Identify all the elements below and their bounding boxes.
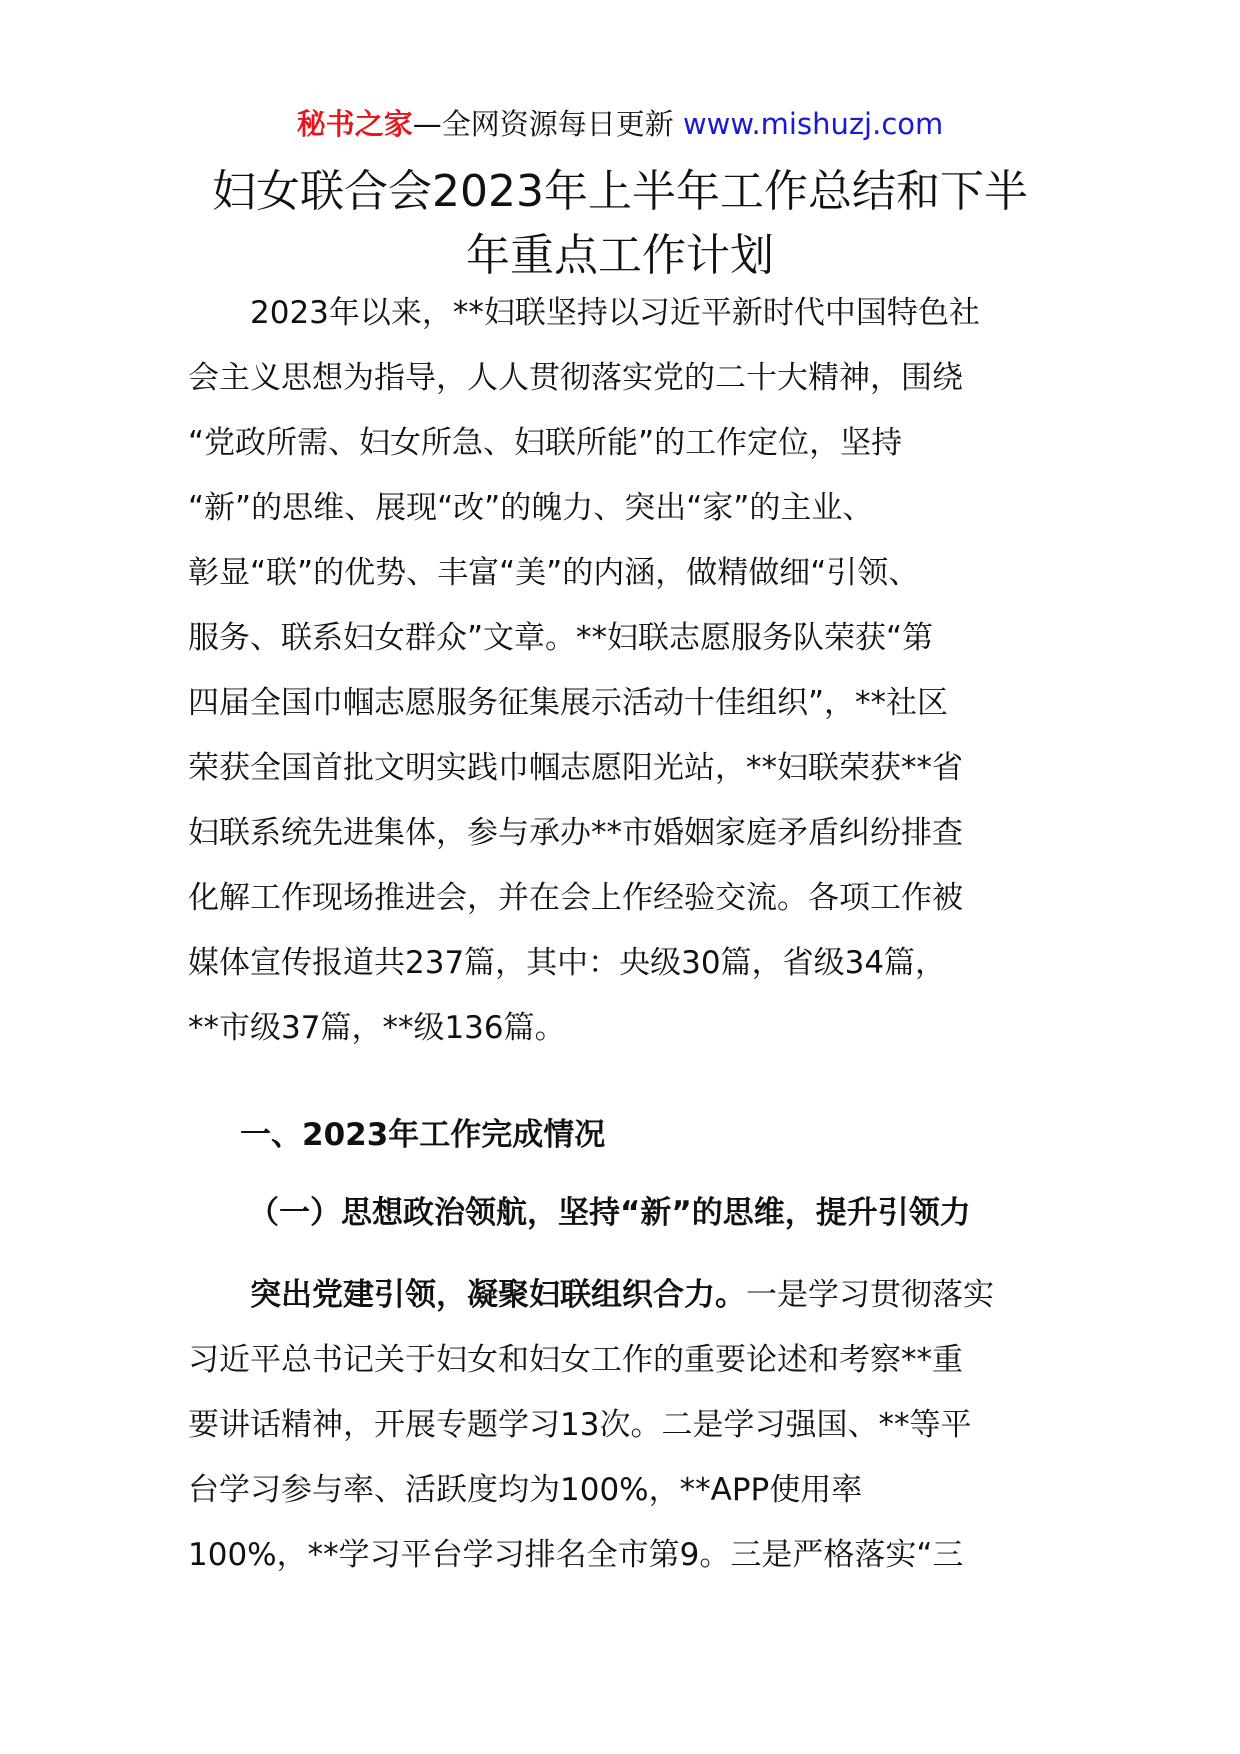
intro-line: 四届全国巾帼志愿服务征集展示活动十佳组织”，**社区 — [188, 685, 949, 721]
site-url-link[interactable]: www.mishuzj.com — [682, 107, 944, 141]
paragraph-line: 一是学习贯彻落实 — [746, 1277, 994, 1313]
header-tagline: —全网资源每日更新 — [412, 107, 683, 141]
intro-line: 服务、联系妇女群众”文章。**妇联志愿服务队荣获“第 — [188, 620, 934, 656]
intro-line: 彰显“联”的优势、丰富“美”的内涵，做精做细“引领、 — [188, 555, 920, 591]
paragraph-line: 台学习参与率、活跃度均为100%，**APP使用率 — [188, 1472, 863, 1508]
subsection-heading: （一）思想政治领航，坚持“新”的思维，提升引领力 — [248, 1195, 971, 1231]
paragraph-line: 100%，**学习平台学习排名全市第9。三是严格落实“三 — [188, 1537, 964, 1573]
paragraph-line: 习近平总书记关于妇女和妇女工作的重要论述和考察**重 — [188, 1342, 963, 1378]
section-heading: 一、2023年工作完成情况 — [240, 1117, 606, 1153]
brand-name: 秘书之家 — [296, 107, 413, 141]
document-title — [150, 160, 1090, 288]
title-line-1: 妇女联合会2023年上半年工作总结和下半 — [212, 166, 1028, 217]
intro-line: “党政所需、妇女所急、妇联所能”的工作定位，坚持 — [188, 425, 903, 461]
intro-paragraph — [188, 281, 1048, 1061]
paragraph-first-line — [188, 1263, 1048, 1328]
intro-line: 化解工作现场推进会，并在会上作经验交流。各项工作被 — [188, 880, 963, 916]
paragraph-line: 要讲话精神，开展专题学习13次。二是学习强国、**等平 — [188, 1407, 972, 1443]
section-paragraph — [188, 1263, 1048, 1588]
intro-line: **市级37篇，**级136篇。 — [188, 1010, 566, 1046]
intro-line: “新”的思维、展现“改”的魄力、突出“家”的主业、 — [188, 490, 874, 526]
intro-line: 会主义思想为指导，人人贯彻落实党的二十大精神，围绕 — [188, 360, 963, 396]
intro-line: 媒体宣传报道共237篇，其中：央级30篇，省级34篇， — [188, 945, 947, 981]
title-line-2: 年重点工作计划 — [466, 230, 774, 281]
intro-line: 妇联系统先进集体，参与承办**市婚姻家庭矛盾纠纷排查 — [188, 815, 963, 851]
site-header — [0, 104, 1240, 144]
intro-line: 2023年以来，**妇联坚持以习近平新时代中国特色社 — [250, 295, 980, 331]
paragraph-lead: 突出党建引领，凝聚妇联组织合力。 — [250, 1277, 746, 1313]
intro-line: 荣获全国首批文明实践巾帼志愿阳光站，**妇联荣获**省 — [188, 750, 963, 786]
